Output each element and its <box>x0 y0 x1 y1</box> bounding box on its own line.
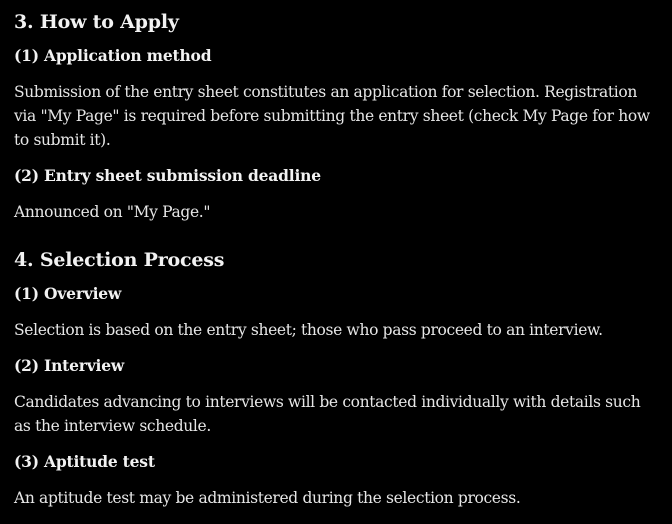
paragraph-line: Selection is based on the entry sheet; those who pass proceed to an interview. <box>14 321 603 339</box>
paragraph-application-method <box>14 80 650 152</box>
subsection-heading-aptitude-test: (3) Aptitude test <box>14 452 155 471</box>
paragraph-line: as the interview schedule. <box>14 417 211 435</box>
paragraph-line: Announced on "My Page." <box>14 203 211 221</box>
paragraph-submission-deadline <box>14 200 210 224</box>
subsection-heading-submission-deadline: (2) Entry sheet submission deadline <box>14 166 321 185</box>
section-heading-selection-process: 4. Selection Process <box>14 249 225 271</box>
subsection-heading-application-method: (1) Application method <box>14 46 212 65</box>
section-heading-how-to-apply: 3. How to Apply <box>14 11 179 33</box>
paragraph-line: Candidates advancing to interviews will be contacted individually with details such <box>14 393 641 411</box>
paragraph-overview <box>14 318 603 342</box>
paragraph-line: An aptitude test may be administered during the selection process. <box>14 489 521 507</box>
paragraph-line: Submission of the entry sheet constitutes an application for selection. Registration <box>14 83 637 101</box>
subsection-heading-overview: (1) Overview <box>14 284 122 303</box>
paragraph-line: via "My Page" is required before submitting the entry sheet (check My Page for how <box>14 107 650 125</box>
paragraph-line: to submit it). <box>14 131 111 149</box>
paragraph-aptitude-test <box>14 486 520 510</box>
paragraph-interview <box>14 390 640 438</box>
subsection-heading-interview: (2) Interview <box>14 356 125 375</box>
